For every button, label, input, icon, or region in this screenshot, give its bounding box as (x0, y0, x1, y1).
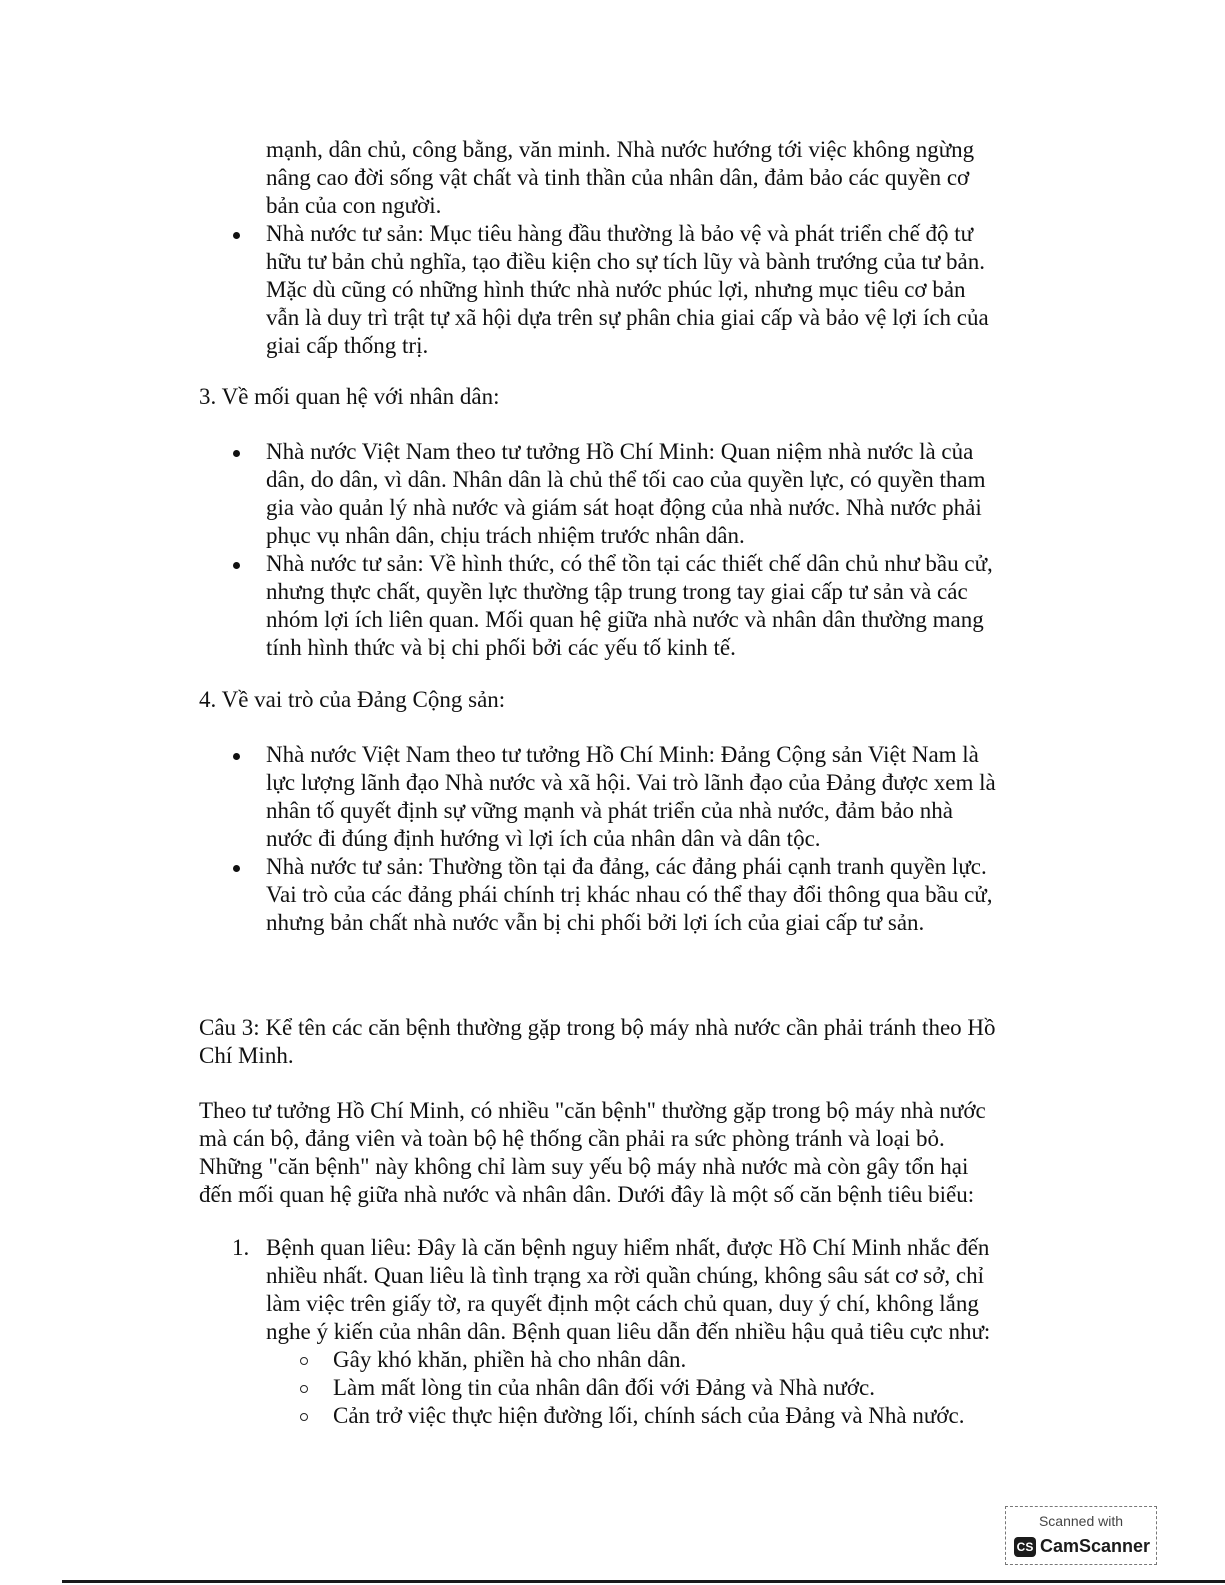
text-line: nhóm lợi ích liên quan. Mối quan hệ giữa nhà nước và nhân dân thường mang (266, 607, 984, 632)
text-line: nhân tố quyết định sự vững mạnh và phát triển của nhà nước, đảm bảo nhà (266, 798, 954, 823)
text-line: giai cấp thống trị. (266, 333, 429, 358)
text-line: Nhà nước Việt Nam theo tư tưởng Hồ Chí Minh: Đảng Cộng sản Việt Nam là (266, 742, 979, 767)
paragraph-line: Theo tư tưởng Hồ Chí Minh, có nhiều "căn bệnh" thường gặp trong bộ máy nhà nước (199, 1098, 986, 1123)
text-line: nghe ý kiến của nhân dân. Bệnh quan liêu dẫn đến nhiều hậu quả tiêu cực như: (266, 1319, 991, 1344)
text-line: nhưng thực chất, quyền lực thường tập trung trong tay giai cấp tư sản và các (266, 579, 968, 604)
text-line: lực lượng lãnh đạo Nhà nước và xã hội. Vai trò lãnh đạo của Đảng được xem là (266, 770, 996, 795)
text-line: nâng cao đời sống vật chất và tinh thần của nhân dân, đảm bảo các quyền cơ (266, 165, 970, 190)
section-heading: 3. Về mối quan hệ với nhân dân: (199, 384, 500, 409)
list-number: 1. (232, 1235, 250, 1260)
camscanner-watermark (1005, 1506, 1157, 1565)
text-line: nhưng bản chất nhà nước vẫn bị chi phối bởi lợi ích của giai cấp tư sản. (266, 910, 925, 935)
text-line: hữu tư bản chủ nghĩa, tạo điều kiện cho sự tích lũy và bành trướng của tư bản. (266, 249, 985, 274)
text-line: gia vào quản lý nhà nước và giám sát hoạt động của nhà nước. Nhà nước phải (266, 495, 982, 520)
sub-bullet-icon (300, 1385, 308, 1393)
sub-bullet-icon (300, 1413, 308, 1421)
sub-bullet-icon (300, 1357, 308, 1365)
text-line: Gây khó khăn, phiền hà cho nhân dân. (333, 1347, 687, 1372)
section-heading: 4. Về vai trò của Đảng Cộng sản: (199, 687, 506, 712)
text-line: phục vụ nhân dân, chịu trách nhiệm trước nhân dân. (266, 523, 745, 548)
text-line: Vai trò của các đảng phái chính trị khác nhau có thể thay đổi thông qua bầu cử, (266, 882, 993, 907)
bullet-icon (233, 450, 240, 457)
question-heading: Chí Minh. (199, 1043, 294, 1068)
text-line: vẫn là duy trì trật tự xã hội dựa trên sự phân chia giai cấp và bảo vệ lợi ích của (266, 305, 989, 330)
text-line: Mặc dù cũng có những hình thức nhà nước phúc lợi, nhưng mục tiêu cơ bản (266, 277, 966, 302)
text-line: nhiều nhất. Quan liêu là tình trạng xa rời quần chúng, không sâu sát cơ sở, chỉ (266, 1263, 985, 1288)
text-line: tính hình thức và bị chi phối bởi các yếu tố kinh tế. (266, 635, 736, 660)
watermark-caption: Scanned with (1038, 1513, 1124, 1529)
bullet-icon (233, 865, 240, 872)
bullet-icon (233, 753, 240, 760)
bullet-icon (233, 562, 240, 569)
text-line: làm việc trên giấy tờ, ra quyết định một cách chủ quan, duy ý chí, không lắng (266, 1291, 979, 1316)
text-line: Nhà nước tư sản: Mục tiêu hàng đầu thường là bảo vệ và phát triển chế độ tư (266, 221, 974, 246)
text-line: Nhà nước Việt Nam theo tư tưởng Hồ Chí Minh: Quan niệm nhà nước là của (266, 439, 974, 464)
text-line: Nhà nước tư sản: Về hình thức, có thể tồn tại các thiết chế dân chủ như bầu cử, (266, 551, 993, 576)
text-line: mạnh, dân chủ, công bằng, văn minh. Nhà nước hướng tới việc không ngừng (266, 137, 975, 162)
paragraph-line: Những "căn bệnh" này không chỉ làm suy yếu bộ máy nhà nước mà còn gây tổn hại (199, 1154, 969, 1179)
bullet-icon (233, 232, 240, 239)
question-heading: Câu 3: Kể tên các căn bệnh thường gặp trong bộ máy nhà nước cần phải tránh theo Hồ (199, 1015, 996, 1040)
text-line: Bệnh quan liêu: Đây là căn bệnh nguy hiểm nhất, được Hồ Chí Minh nhắc đến (266, 1235, 990, 1260)
paragraph-line: mà cán bộ, đảng viên và toàn bộ hệ thống cần phải ra sức phòng tránh và loại bỏ. (199, 1126, 945, 1151)
text-line: Nhà nước tư sản: Thường tồn tại đa đảng, các đảng phái cạnh tranh quyền lực. (266, 854, 987, 879)
camscanner-logo-icon: CS (1014, 1537, 1036, 1557)
text-line: Làm mất lòng tin của nhân dân đối với Đảng và Nhà nước. (333, 1375, 876, 1400)
text-line: dân, do dân, vì dân. Nhân dân là chủ thể tối cao của quyền lực, có quyền tham (266, 467, 986, 492)
watermark-brand: CamScanner (1040, 1536, 1151, 1556)
text-line: bản của con người. (266, 193, 442, 218)
text-line: Cản trở việc thực hiện đường lối, chính sách của Đảng và Nhà nước. (333, 1403, 965, 1428)
page-bottom-edge (62, 1580, 1225, 1583)
text-line: nước đi đúng định hướng vì lợi ích của nhân dân và dân tộc. (266, 826, 821, 851)
paragraph-line: đến mối quan hệ giữa nhà nước và nhân dân. Dưới đây là một số căn bệnh tiêu biểu: (199, 1182, 975, 1207)
